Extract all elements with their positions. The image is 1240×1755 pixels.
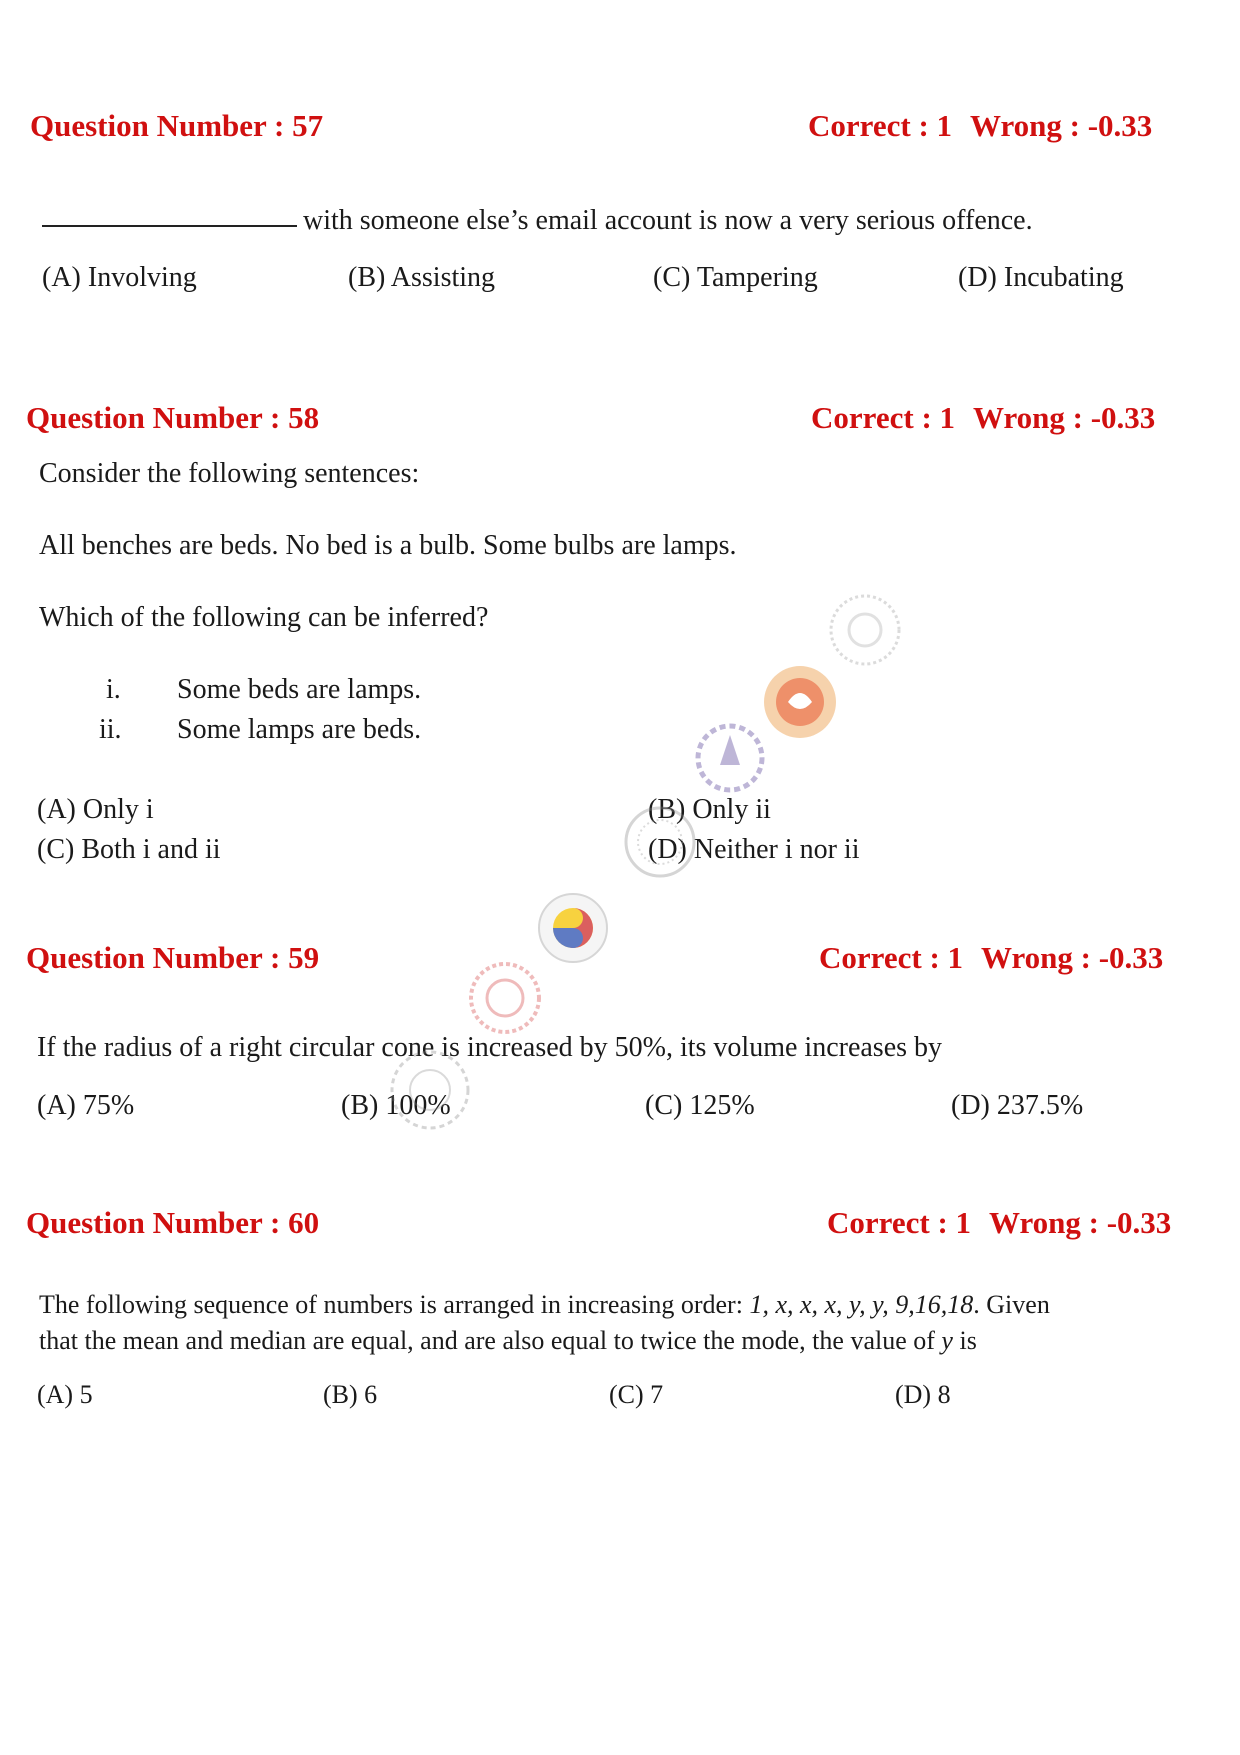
question-58-line-3: Which of the following can be inferred?	[39, 602, 489, 633]
number-sequence: 1, x, x, x, y, y, 9,16,18	[749, 1290, 974, 1319]
question-text: with someone else’s email account is now a very serious offence.	[303, 205, 1033, 236]
statement-number: i.	[106, 674, 121, 705]
correct-marks: Correct : 1	[827, 1205, 972, 1240]
institute-seal-icon	[831, 596, 899, 664]
option-c: (C) 125%	[645, 1090, 755, 1121]
text-segment: that the mean and median are equal, and are also equal to twice the mode, the value of	[39, 1326, 942, 1355]
option-b: (B) 100%	[341, 1090, 451, 1121]
correct-marks: Correct : 1	[811, 400, 956, 435]
option-b: (B) 6	[323, 1380, 378, 1409]
fill-in-blank	[42, 224, 297, 227]
option-b: (B) Only ii	[648, 794, 771, 825]
variable-y: y	[941, 1326, 953, 1355]
question-60-header	[0, 1205, 1240, 1245]
question-58-header	[0, 400, 1240, 440]
marks-scheme	[811, 400, 1155, 436]
option-c: (C) Tampering	[653, 262, 818, 293]
question-57-text	[42, 205, 1033, 237]
wrong-marks: Wrong : -0.33	[989, 1205, 1172, 1240]
question-number: Question Number : 59	[26, 940, 320, 975]
text-segment: is	[952, 1326, 977, 1355]
question-number: Question Number : 60	[26, 1205, 320, 1240]
question-57-header	[0, 108, 1240, 148]
option-c: (C) 7	[609, 1380, 664, 1409]
option-a: (A) Involving	[42, 262, 197, 293]
option-d: (D) 237.5%	[951, 1090, 1084, 1121]
wrong-marks: Wrong : -0.33	[981, 940, 1164, 975]
option-a: (A) Only i	[37, 794, 154, 825]
wrong-marks: Wrong : -0.33	[970, 108, 1153, 143]
wrong-marks: Wrong : -0.33	[973, 400, 1156, 435]
option-a: (A) 75%	[37, 1090, 135, 1121]
option-b: (B) Assisting	[348, 262, 496, 293]
question-number: Question Number : 58	[26, 400, 320, 435]
institute-seal-icon	[764, 666, 836, 738]
question-59-header	[0, 940, 1240, 980]
question-60-line-1	[39, 1290, 1050, 1320]
statement-text: Some lamps are beds.	[177, 714, 422, 745]
question-60-line-2	[39, 1326, 977, 1356]
option-a: (A) 5	[37, 1380, 93, 1409]
option-d: (D) Neither i nor ii	[648, 834, 860, 865]
question-59-text: If the radius of a right circular cone is increased by 50%, its volume increases by	[37, 1032, 943, 1063]
correct-marks: Correct : 1	[808, 108, 953, 143]
correct-marks: Correct : 1	[819, 940, 964, 975]
statement-number: ii.	[99, 714, 122, 745]
question-number: Question Number : 57	[30, 108, 324, 143]
marks-scheme	[808, 108, 1152, 144]
option-d: (D) 8	[895, 1380, 951, 1409]
institute-seal-icon	[698, 726, 762, 790]
marks-scheme	[819, 940, 1163, 976]
question-58-line-1: Consider the following sentences:	[39, 458, 420, 489]
question-58-line-2: All benches are beds. No bed is a bulb. Some bulbs are lamps.	[39, 530, 737, 561]
marks-scheme	[827, 1205, 1171, 1241]
option-d: (D) Incubating	[958, 262, 1124, 293]
option-c: (C) Both i and ii	[37, 834, 221, 865]
text-segment: . Given	[973, 1290, 1050, 1319]
statement-text: Some beds are lamps.	[177, 674, 422, 705]
text-segment: The following sequence of numbers is arranged in increasing order:	[39, 1290, 750, 1319]
